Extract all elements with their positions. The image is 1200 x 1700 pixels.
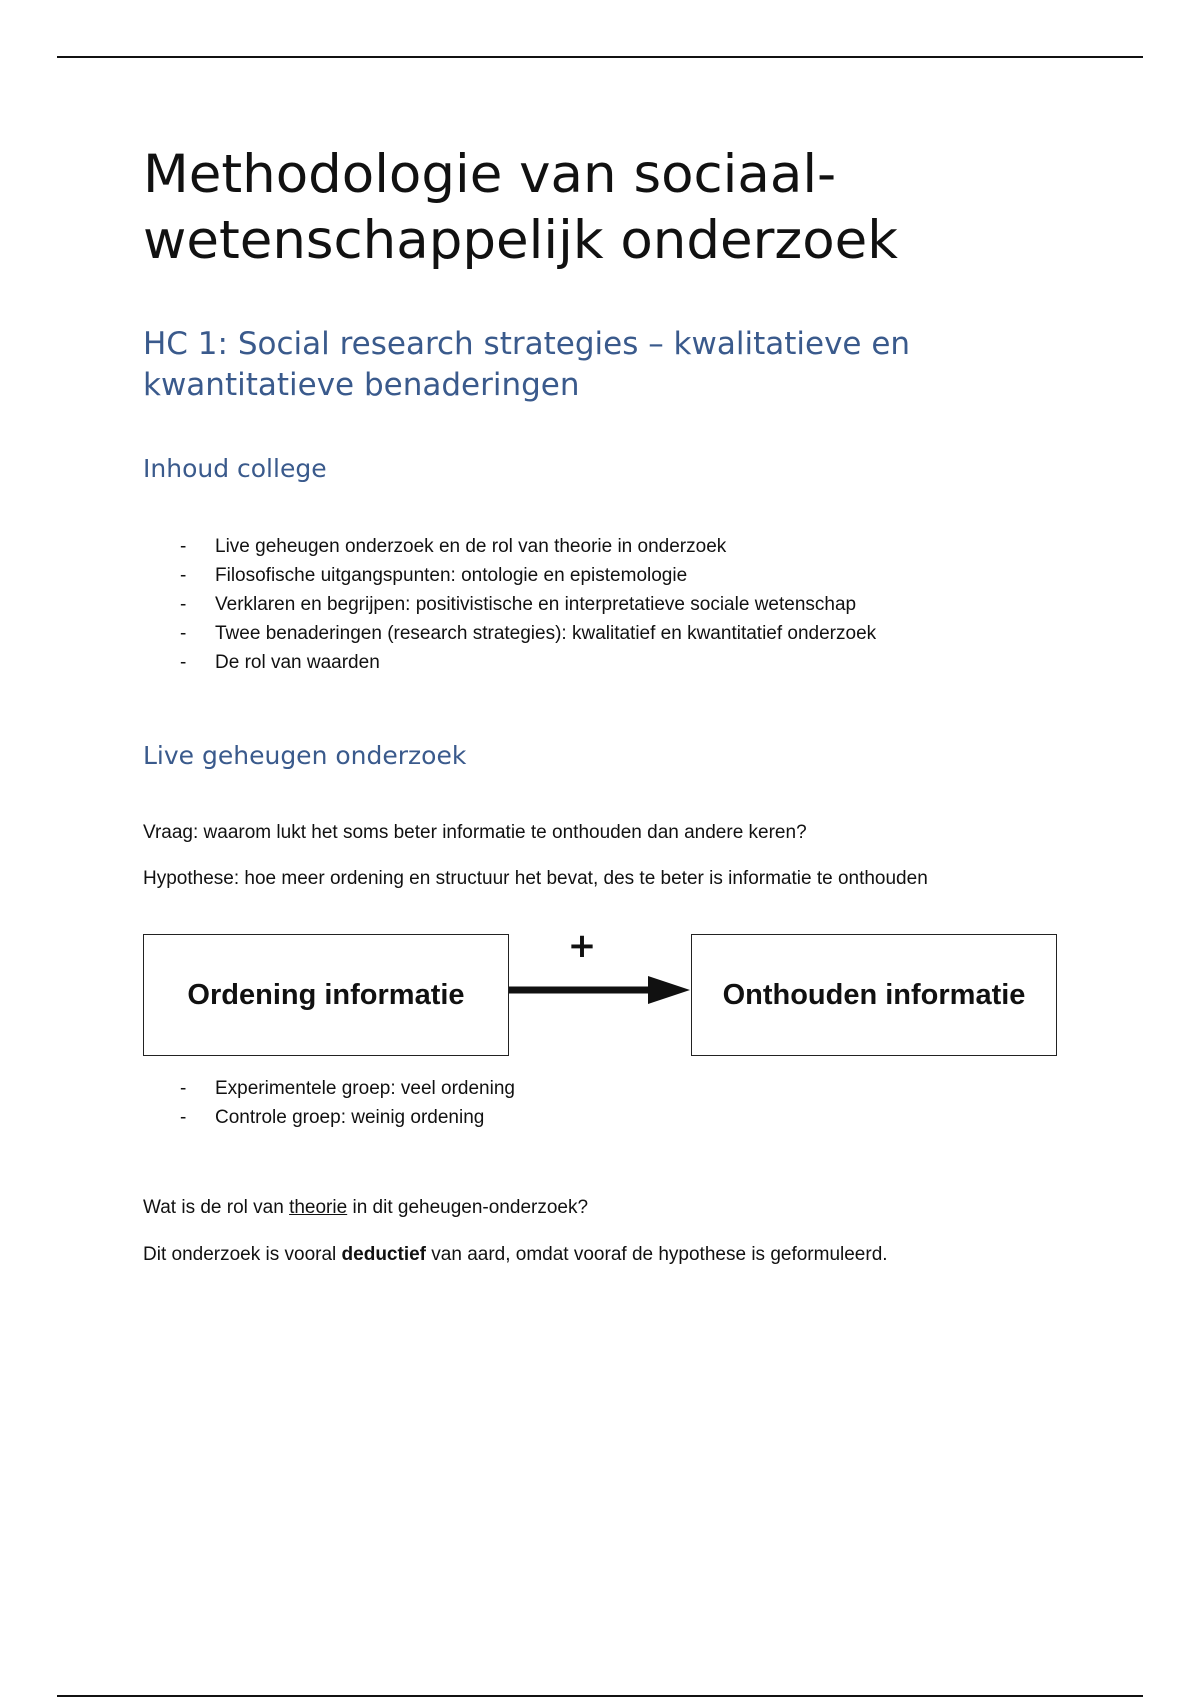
diagram-box-onthouden-label: Onthouden informatie	[722, 978, 1026, 1011]
inhoud-heading: Inhoud college	[143, 454, 327, 483]
deduct-bold-term: deductief	[341, 1244, 426, 1265]
list-item-text: Controle groep: weinig ordening	[215, 1107, 485, 1128]
rol-theorie-paragraph	[143, 1195, 588, 1221]
bullet-dash: -	[180, 623, 187, 644]
hypothese-paragraph: Hypothese: hoe meer ordening en structuur het bevat, des te beter is informatie te onthouden	[143, 868, 928, 889]
vraag-paragraph: Vraag: waarom lukt het soms beter informatie te onthouden dan andere keren?	[143, 822, 807, 843]
title-line-1: Methodologie van sociaal-	[143, 144, 837, 205]
deduct-prefix: Dit onderzoek is vooral	[143, 1244, 342, 1265]
groups-list	[143, 1074, 515, 1132]
bullet-dash: -	[180, 1078, 187, 1099]
list-item	[143, 1103, 515, 1132]
bullet-dash: -	[180, 594, 187, 615]
bottom-rule	[57, 1695, 1143, 1697]
relation-sign: +	[567, 926, 597, 966]
bullet-dash: -	[180, 565, 187, 586]
bullet-dash: -	[180, 536, 187, 557]
list-item-text: De rol van waarden	[215, 652, 380, 673]
bullet-dash: -	[180, 1107, 187, 1128]
bullet-dash: -	[180, 652, 187, 673]
list-item	[143, 1074, 515, 1103]
list-item-text: Live geheugen onderzoek en de rol van theorie in onderzoek	[215, 536, 727, 557]
live-heading: Live geheugen onderzoek	[143, 741, 467, 770]
list-item-text: Filosofische uitgangspunten: ontologie en epistemologie	[215, 565, 688, 586]
deductief-paragraph	[143, 1242, 888, 1268]
list-item-text: Experimentele groep: veel ordening	[215, 1078, 515, 1099]
list-item-text: Twee benaderingen (research strategies): kwalitatief en kwantitatief onderzoek	[215, 623, 877, 644]
rol-suffix: in dit geheugen-onderzoek?	[347, 1197, 589, 1218]
rol-underlined-term: theorie	[289, 1197, 348, 1218]
list-item-text: Verklaren en begrijpen: positivistische en interpretatieve sociale wetenschap	[215, 594, 857, 615]
lecture-heading-line-1: HC 1: Social research strategies – kwalitatieve en	[143, 326, 911, 362]
diagram-box-ordening-label: Ordening informatie	[187, 978, 465, 1011]
title-line-2: wetenschappelijk onderzoek	[143, 210, 898, 271]
lecture-heading-line-2: kwantitatieve benaderingen	[143, 367, 580, 403]
diagram-box-onthouden	[691, 934, 1057, 1056]
rol-prefix: Wat is de rol van	[143, 1197, 290, 1218]
deduct-suffix: van aard, omdat vooraf de hypothese is geformuleerd.	[426, 1244, 888, 1265]
